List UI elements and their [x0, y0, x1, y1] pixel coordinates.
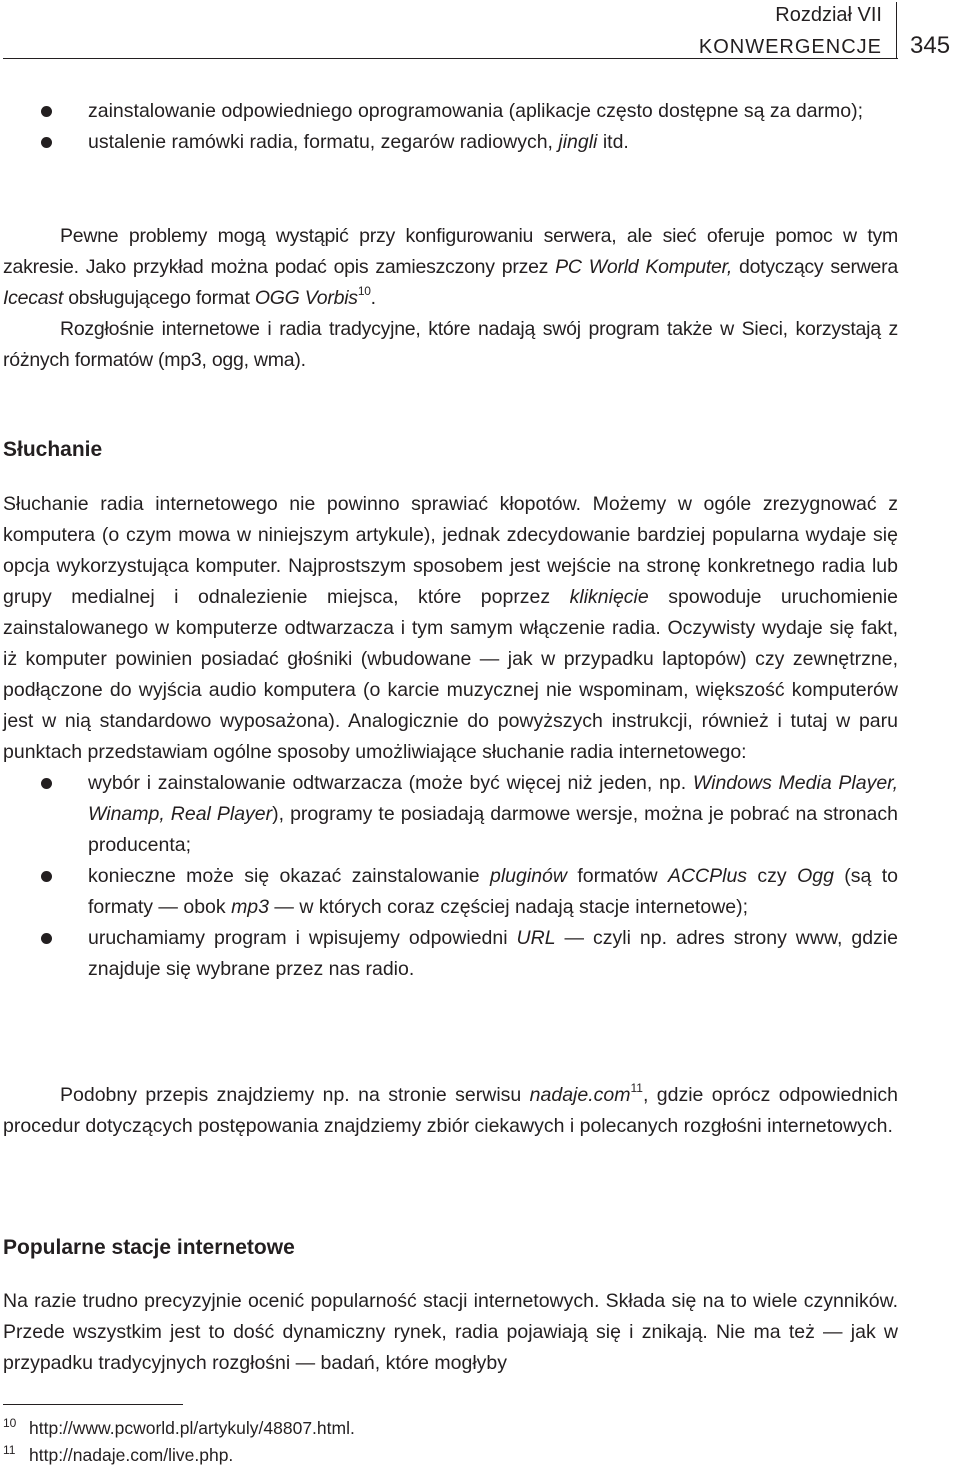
paragraph: Na razie trudno precyzyjnie ocenić popularność stacji internetowych. Składa się na to wiele czynników. Przede wszystkim jest to dość dynamiczny rynek, radia pojawiają się i znikają. Nie ma też — jak w przypadku tradycyjnych rozgłośni — badań, które mogłyby [3, 1290, 898, 1374]
list-item-text: ustalenie ramówki radia, formatu, zegarów radiowych, [88, 131, 559, 153]
list-item-text: zainstalowanie odpowiedniego oprogramowania (aplikacje często dostępne są za darmo); [88, 100, 864, 122]
list-item-text: konieczne może się okazać zainstalowanie [88, 865, 490, 887]
list-item-text: ), programy te posiadają darmowe wersje, można je pobrać na stronach producenta; [88, 803, 898, 856]
emphasis-icecast: Icecast [3, 287, 64, 309]
paragraph [3, 1080, 898, 1142]
list-item [3, 861, 898, 923]
bullet-icon [41, 137, 52, 148]
list-item-text: — w których coraz częściej nadają stacje internetowe); [269, 896, 749, 918]
header-vertical-rule [896, 2, 897, 59]
paragraph-text: dotyczący serwera [732, 256, 898, 278]
paragraph-text: obsługującego format [63, 287, 255, 309]
paragraph-text: Słuchanie radia internetowego nie powinno sprawiać kłopotów. Możemy w ogóle zrezygnować z komputera (o czym mowa w niniejszym artykule), jednak zdecydowanie bardziej popularna wydaje się opcja wykorzystująca komputer. Najprostszym sposobem jest wejście na stronę konkretnego radia lub grupy medialnej i odnalezienie miejsca, które poprzez [3, 493, 898, 608]
list-item-text: uruchamiamy program i wpisujemy odpowiedni [88, 927, 517, 949]
footnote-ref-10[interactable]: 10 [357, 284, 371, 298]
list-item-text-tail: itd. [597, 131, 629, 153]
emphasis-url: URL [516, 927, 556, 949]
emphasis-ogg: Ogg [797, 865, 834, 887]
list-item [3, 768, 898, 861]
list-item-text: wybór i zainstalowanie odtwarzacza (może być więcej niż jeden, np. [88, 772, 693, 794]
footnote-10: 10 http://www.pcworld.pl/artykuly/48807.html. [3, 1416, 355, 1438]
bullet-list-setup [3, 96, 898, 158]
footnote-11: 11 http://nadaje.com/live.php. [3, 1443, 234, 1465]
bullet-icon [41, 106, 52, 117]
intro-paragraphs [3, 221, 898, 376]
section-heading-popular-stations: Popularne stacje internetowe [3, 1236, 295, 1259]
footnote-rule [3, 1404, 183, 1405]
footnote-link[interactable]: http://www.pcworld.pl/artykuly/48807.html. [29, 1418, 355, 1438]
emphasis-ogg-vorbis: OGG Vorbis [254, 287, 358, 309]
list-item-text: formatów [566, 865, 668, 887]
listening-section [3, 489, 898, 985]
list-item [3, 127, 898, 158]
footnote-link[interactable]: http://nadaje.com/live.php. [29, 1445, 234, 1465]
paragraph-text: spowoduje uruchomienie zainstalowanego w komputerze odtwarzacza i tym samym włączenie radia. Oczywisty wydaje się fakt, iż komputer powinien posiadać głośniki (wbudowane — jak w przypadku laptopów) czy zewnętrzne, podłączone do wyjścia audio komputera (o karcie muzycznej nie wspominam, większość komputerów jest w nią standardowo wyposażona). Analogicznie do powyższych instrukcji, również i tutaj w paru punktach przedstawiam ogólne sposoby umożliwiające słuchanie radia internetowego: [3, 586, 898, 763]
footnote-ref-11[interactable]: 11 [630, 1081, 643, 1095]
paragraph: Rozgłośnie internetowe i radia tradycyjne, które nadają swój program także w Sieci, korzystają z różnych formatów (mp3, ogg, wma). [3, 318, 898, 371]
list-item-text: czy [747, 865, 798, 887]
paragraph-text: Podobny przepis znajdziemy np. na stronie serwisu [60, 1084, 530, 1106]
list-item-emphasis: jingli [558, 131, 598, 153]
emphasis-klikniecie: kliknięcie [569, 586, 649, 608]
bullet-icon [41, 933, 52, 944]
popular-stations-paragraph [3, 1286, 898, 1379]
emphasis-accplus: ACCPlus [667, 865, 748, 887]
list-item [3, 923, 898, 985]
emphasis-players: Windows Media Player, Winamp, Real Player [88, 772, 899, 825]
running-header-chapter: Rozdział VII [775, 4, 882, 26]
list-item [3, 96, 898, 127]
emphasis-nadaje-com: nadaje.com [529, 1084, 631, 1106]
paragraph [3, 489, 898, 768]
page-number: 345 [910, 32, 951, 59]
running-header-section: KONWERGENCJE [698, 36, 882, 58]
emphasis-mp3: mp3 [231, 896, 269, 918]
paragraph-text: , gdzie oprócz odpowiednich procedur dotyczących postępowania znajdziemy zbiór ciekawych i polecanych rozgłośni internetowych. [3, 1084, 898, 1137]
paragraph [3, 221, 898, 314]
list-item-text: (są to formaty — obok [88, 865, 899, 918]
nadaje-paragraph [3, 1080, 898, 1142]
paragraph-text: Pewne problemy mogą wystąpić przy konfigurowaniu serwera, ale sieć oferuje pomoc w tym zakresie. Jako przykład można podać opis zamieszczony przez [3, 225, 898, 278]
bullet-icon [41, 778, 52, 789]
paragraph-text: . [370, 287, 376, 309]
section-heading-sluchanie: Słuchanie [3, 438, 103, 461]
bullet-icon [41, 871, 52, 882]
emphasis-pc-world: PC World Komputer, [555, 256, 732, 278]
emphasis-pluginow: pluginów [490, 865, 567, 887]
header-rule [3, 58, 898, 59]
list-item-text: — czyli np. adres strony www, gdzie znajduje się wybrane przez nas radio. [88, 927, 898, 980]
